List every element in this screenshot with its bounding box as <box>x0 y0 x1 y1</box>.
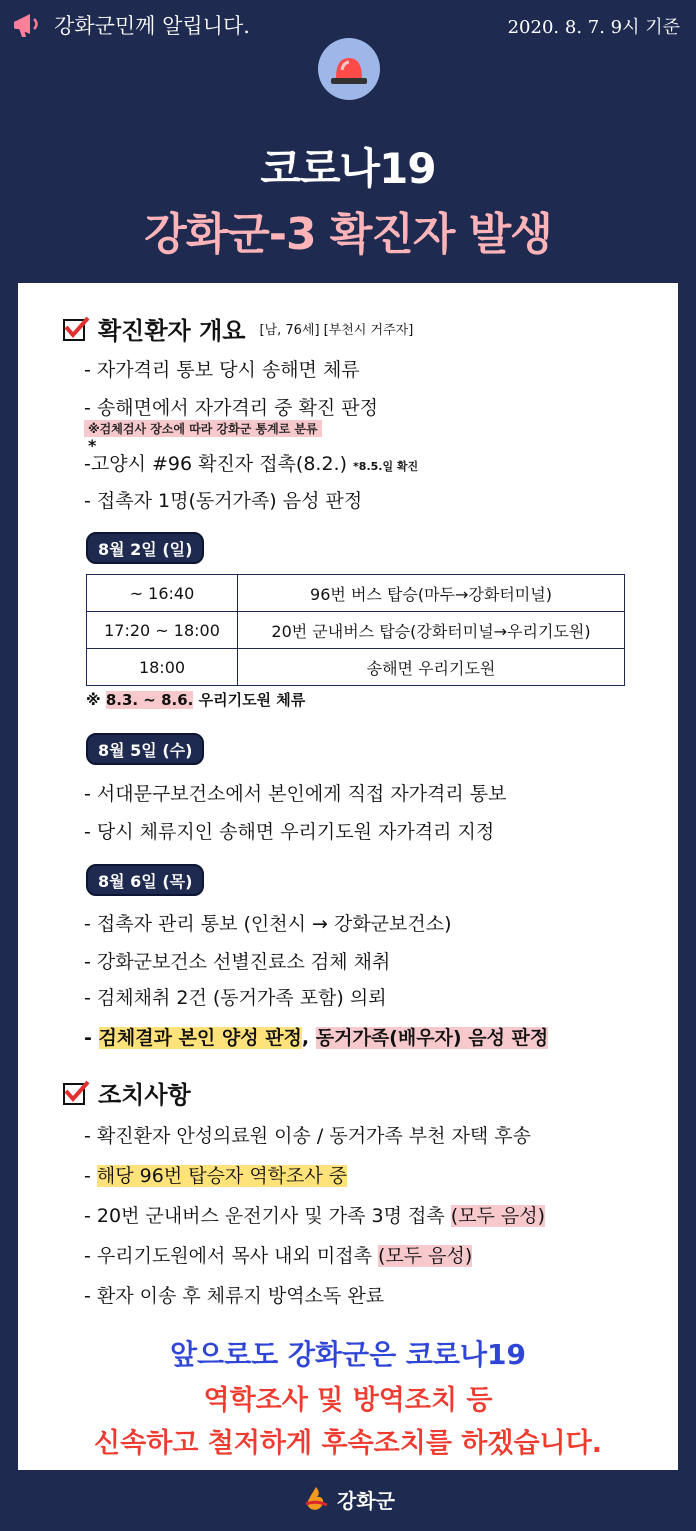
date-badge-aug2: 8월 2일 (일) <box>86 532 204 564</box>
footer-name: 강화군 <box>337 1488 395 1513</box>
overview-item-1: - 자가격리 통보 당시 송해면 체류 <box>84 359 360 381</box>
stay-note-suffix: 우리기도원 체류 <box>193 691 306 709</box>
stay-note-dates: 8.3. ~ 8.6. <box>105 691 194 709</box>
date-badge-aug5: 8월 5일 (수) <box>86 733 204 765</box>
action-item-5: - 환자 이송 후 체류지 방역소독 완료 <box>84 1285 385 1307</box>
positive-result: 검체결과 본인 양성 판정 <box>98 1027 302 1049</box>
date-stamp: 2020. 8. 7. 9시 기준 <box>507 17 680 38</box>
notice-text: 강화군민께 알립니다. <box>54 14 250 38</box>
checkbox-checked-icon <box>62 1079 90 1107</box>
schedule-table <box>86 574 625 686</box>
overview-item-3-text: 고양시 #96 확진자 접촉(8.2.) <box>90 453 347 475</box>
content-panel <box>18 283 678 1470</box>
table-row <box>87 575 625 612</box>
table-row <box>87 612 625 649</box>
actions-title: 조치사항 <box>98 1081 191 1109</box>
table-cell-activity: 20번 군내버스 탑승(강화터미널→우리기도원) <box>238 612 625 649</box>
megaphone-icon <box>12 10 46 40</box>
table-cell-activity: 송해면 우리기도원 <box>238 649 625 686</box>
action-item-2-highlight: 해당 96번 탑승자 역학조사 중 <box>96 1165 348 1187</box>
aug6-result-dash: - <box>84 1027 99 1049</box>
table-row <box>87 649 625 686</box>
stay-note <box>86 689 305 710</box>
action-item-3-text: - 20번 군내버스 운전기사 및 가족 3명 접촉 <box>84 1205 451 1227</box>
overview-title: 확진환자 개요 <box>98 317 246 345</box>
table-cell-time: 17:20 ~ 18:00 <box>87 612 238 649</box>
gangwha-logo-icon <box>301 1484 331 1514</box>
page-title: 코로나19 <box>260 144 436 193</box>
notice-label <box>12 10 250 40</box>
page-subtitle: 강화군-3 확진자 발생 <box>144 209 552 260</box>
overview-item-3 <box>84 449 418 476</box>
aug6-item-2: - 강화군보건소 선별진료소 검체 채취 <box>84 951 391 973</box>
aug6-result-comma: , <box>301 1027 316 1049</box>
aug6-item-3: - 검체채취 2건 (동거가족 포함) 의뢰 <box>84 987 387 1009</box>
stay-note-prefix: ※ <box>86 691 106 709</box>
patient-meta: [남, 76세] [부천시 거주자] <box>259 323 414 338</box>
table-cell-time: ~ 16:40 <box>87 575 238 612</box>
overview-item-2: - 송해면에서 자가격리 중 확진 판정 <box>84 397 379 419</box>
action-item-4-text: - 우리기도원에서 목사 내외 미접촉 <box>84 1245 379 1267</box>
table-cell-activity: 96번 버스 탑승(마두→강화터미널) <box>238 575 625 612</box>
table-cell-time: 18:00 <box>87 649 238 686</box>
aug5-item-2: - 당시 체류지인 송해면 우리기도원 자가격리 지정 <box>84 821 495 843</box>
closing-line-3: 신속하고 철저하게 후속조치를 하겠습니다. <box>94 1428 602 1459</box>
overview-heading <box>62 311 413 346</box>
date-badge-aug6: 8월 6일 (목) <box>86 864 204 896</box>
actions-heading <box>62 1075 191 1110</box>
test-location-note: ※검체검사 장소에 따라 강화군 통계로 분류 <box>84 420 322 437</box>
action-item-3-highlight: (모두 음성) <box>450 1205 546 1227</box>
action-item-4-highlight: (모두 음성) <box>378 1245 473 1267</box>
action-item-1: - 확진환자 안성의료원 이송 / 동거가족 부천 자택 후송 <box>84 1125 532 1147</box>
aug5-item-1: - 서대문구보건소에서 본인에게 직접 자가격리 통보 <box>84 783 507 805</box>
closing-line-1: 앞으로도 강화군은 코로나19 <box>170 1338 526 1371</box>
asterisk-mark: * <box>88 436 97 455</box>
action-item-4 <box>84 1241 472 1268</box>
action-item-2-dash: - <box>84 1165 97 1187</box>
action-item-3 <box>84 1201 545 1228</box>
siren-badge <box>318 38 380 100</box>
siren-icon <box>318 38 380 100</box>
footer-logo <box>0 1484 696 1514</box>
confirmed-date-note: *8.5.일 확진 <box>353 460 419 473</box>
negative-result: 동거가족(배우자) 음성 판정 <box>315 1027 549 1049</box>
overview-item-4: - 접촉자 1명(동거가족) 음성 판정 <box>84 490 363 512</box>
aug6-item-1: - 접촉자 관리 통보 (인천시 → 강화군보건소) <box>84 913 452 935</box>
checkbox-checked-icon <box>62 315 90 343</box>
closing-line-2: 역학조사 및 방역조치 등 <box>203 1385 493 1416</box>
aug6-result <box>84 1023 548 1050</box>
overview-item-3-dash: - <box>84 453 91 475</box>
action-item-2 <box>84 1161 347 1188</box>
